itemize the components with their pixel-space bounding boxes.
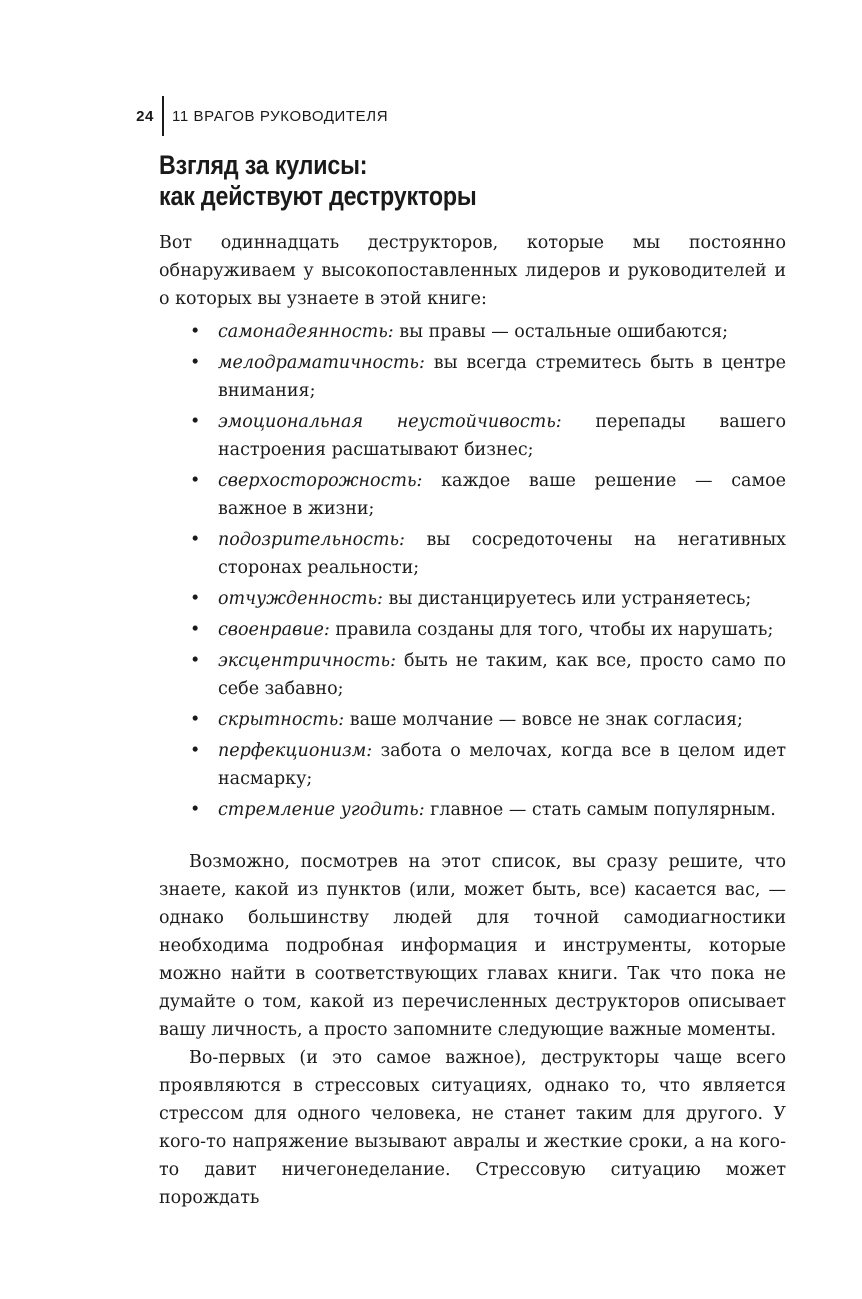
- destructor-description: вы дистанцируетесь или устраняетесь;: [382, 589, 752, 609]
- destructor-list: [159, 318, 786, 824]
- destructor-term: мелодраматичность:: [218, 353, 425, 373]
- destructor-term: эмоциональная неустойчивость:: [218, 412, 562, 432]
- destructor-term: самонадеянность:: [218, 322, 394, 342]
- list-item: [218, 647, 786, 703]
- destructor-term: сверхосторожность:: [218, 471, 423, 491]
- section-title: [159, 150, 692, 212]
- destructor-description: ваше молчание — вовсе не знак согласия;: [344, 710, 743, 730]
- destructor-description: каждое ваше решение — самое важное в жизни;: [218, 471, 786, 519]
- section-title-line-2: как действуют деструкторы: [159, 181, 477, 211]
- body-paragraph: Возможно, посмотрев на этот список, вы сразу решите, что знаете, какой из пунктов (или, может быть, все) касается вас, — однако большинству людей для точной самодиагностики необходима подробная информация и инструменты, которые можно найти в соответствующих главах книги. Так что пока не думайте о том, какой из перечисленных деструкторов описывает вашу личность, а просто запомните следующие важные моменты.: [159, 852, 786, 1040]
- destructor-term: подозрительность:: [218, 530, 405, 550]
- list-item: [218, 467, 786, 523]
- list-item: [218, 349, 786, 405]
- destructor-description: вы сосредоточены на негативных сторонах реальности;: [218, 530, 786, 578]
- destructor-description: забота о мелочах, когда все в целом идет насмарку;: [218, 741, 786, 789]
- list-item: [218, 737, 786, 793]
- list-item: [218, 796, 786, 824]
- destructor-description: главное — стать самым популярным.: [424, 800, 776, 820]
- header-divider: [162, 96, 164, 136]
- destructor-term: скрытность:: [218, 710, 345, 730]
- destructor-term: своенравие:: [218, 620, 330, 640]
- destructor-description: правила созданы для того, чтобы их нарушать;: [329, 620, 774, 640]
- list-item: [218, 616, 786, 644]
- destructor-term: эксцентричность:: [218, 651, 396, 671]
- destructor-description: вы всегда стремитесь быть в центре внимания;: [218, 353, 786, 401]
- list-item: [218, 706, 786, 734]
- destructor-term: перфекционизм:: [218, 741, 373, 761]
- list-item: [218, 318, 786, 346]
- intro-paragraph: Вот одиннадцать деструкторов, которые мы постоянно обнаруживаем у высокопоставленных лидеров и руководителей и о которых вы узнаете в этой книге:: [159, 233, 786, 309]
- destructor-term: стремление угодить:: [218, 800, 425, 820]
- destructor-description: вы правы — остальные ошибаются;: [393, 322, 728, 342]
- destructor-description: перепады вашего настроения расшатывают бизнес;: [218, 412, 786, 460]
- book-title: 11 ВРАГОВ РУКОВОДИТЕЛЯ: [172, 107, 389, 125]
- body-paragraph: Во-первых (и это самое важное), деструкторы чаще всего проявляются в стрессовых ситуациях, однако то, что является стрессом для одного человека, не станет таким для другого. У кого-то напряжение вызывают авралы и жесткие сроки, а на кого-то давит ничегонеделание. Стрессовую ситуацию может порождать: [159, 1048, 786, 1208]
- page-number: 24: [136, 107, 154, 125]
- list-item: [218, 585, 786, 613]
- list-item: [218, 408, 786, 464]
- list-item: [218, 526, 786, 582]
- section-title-line-1: Взгляд за кулисы:: [159, 150, 368, 180]
- destructor-term: отчужденность:: [218, 589, 383, 609]
- running-header: [128, 96, 388, 136]
- page-body: [159, 229, 786, 1212]
- destructor-description: быть не таким, как все, просто само по себе забавно;: [218, 651, 786, 699]
